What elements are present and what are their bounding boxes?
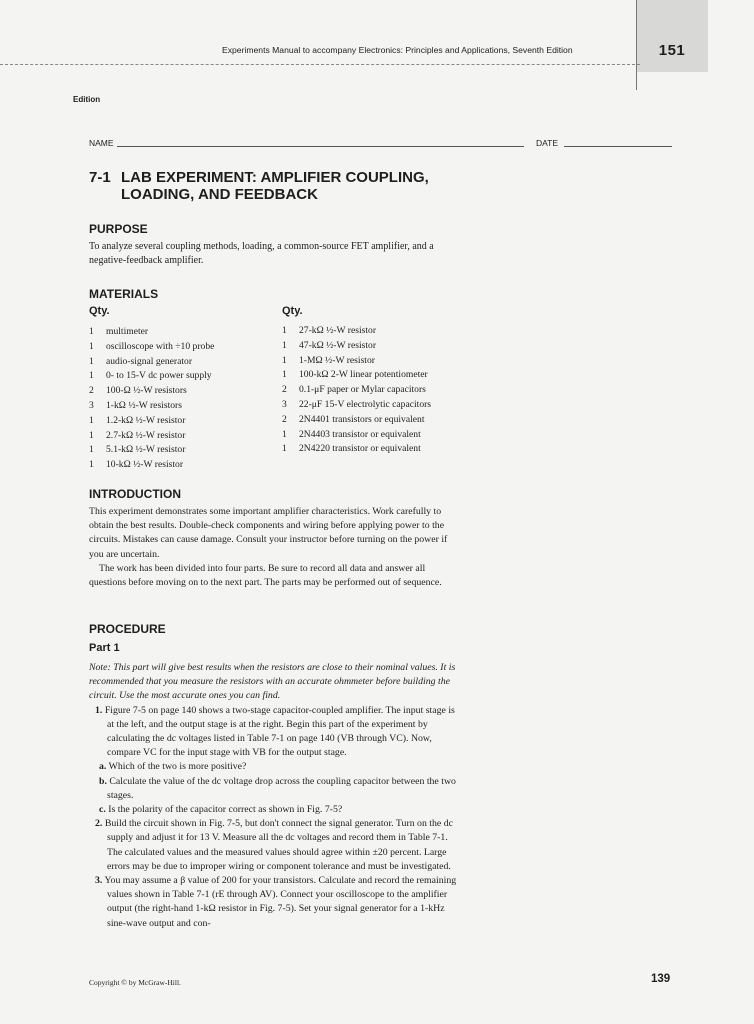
item-desc: audio-signal generator [106, 355, 193, 367]
substep-label: a. [99, 761, 107, 773]
step-3 [89, 874, 461, 931]
item-desc: 2N4220 transistor or equivalent [299, 443, 421, 455]
item-desc: 10-kΩ ½-W resistor [106, 459, 184, 471]
list-item [282, 413, 454, 428]
substep-label: c. [99, 804, 106, 816]
step-2 [89, 817, 461, 874]
item-qty: 3 [282, 398, 287, 410]
materials-list-left [89, 325, 279, 473]
name-line [117, 146, 524, 147]
item-qty: 1 [282, 354, 287, 366]
list-item [89, 443, 279, 458]
item-qty: 1 [89, 444, 94, 456]
intro-paragraph-2: The work has been divided into four parts. Be sure to record all data and answer all questions before moving on to the next part. The parts may be performed out of sequence. [89, 562, 442, 589]
item-desc: oscilloscope with ÷10 probe [106, 340, 215, 352]
experiment-title: LAB EXPERIMENT: AMPLIFIER COUPLING, LOADING, AND FEEDBACK [121, 169, 429, 203]
step-text: Build the circuit shown in Fig. 7-5, but don't connect the signal generator. Turn on the dc supply and adjust it for 13 V. Measure all the dc voltages and record them in Table 7-1. The calculated values and the measured values should agree within ±20 percent. Large errors may be due to improper wiring or component tolerance and must be investigated. [104, 818, 453, 872]
list-item [282, 354, 454, 369]
copyright: Copyright © by McGraw-Hill. [89, 978, 181, 987]
step-1 [89, 704, 461, 761]
step-1c [89, 803, 461, 817]
item-desc: 1.2-kΩ ½-W resistor [106, 414, 186, 426]
item-qty: 1 [282, 369, 287, 381]
item-desc: 2N4403 transistor or equivalent [299, 428, 421, 440]
step-number: 1. [95, 704, 103, 716]
step-1b [89, 775, 461, 803]
list-item [282, 324, 454, 339]
item-desc: 5.1-kΩ ½-W resistor [106, 444, 186, 456]
item-desc: 1-MΩ ½-W resistor [299, 354, 375, 366]
step-number: 3. [95, 875, 103, 887]
list-item [89, 325, 279, 340]
substep-label: b. [99, 775, 107, 787]
item-qty: 1 [282, 443, 287, 455]
list-item [282, 339, 454, 354]
item-desc: 0- to 15-V dc power supply [106, 370, 212, 382]
item-desc: 2N4401 transistors or equivalent [299, 413, 425, 425]
item-desc: 47-kΩ ½-W resistor [299, 339, 377, 351]
name-label: NAME [89, 138, 114, 148]
item-desc: 2.7-kΩ ½-W resistor [106, 429, 186, 441]
step-1a [89, 760, 461, 774]
date-label: DATE [536, 138, 559, 148]
part-heading: Part 1 [89, 642, 120, 654]
item-desc: multimeter [106, 326, 149, 337]
list-item [89, 414, 279, 429]
procedure-text [89, 661, 461, 931]
item-qty: 1 [89, 355, 94, 367]
intro-paragraph-1: This experiment demonstrates some important amplifier characteristics. Work carefully to obtain the best results. Double-check components and wiring before applying power to the circuits. Mistakes can cause damage. Consult your instructor before turning on the power if you are uncertain. [89, 506, 448, 560]
step-number: 2. [95, 818, 103, 830]
page-tab [636, 0, 708, 72]
list-item [89, 355, 279, 370]
item-desc: 27-kΩ ½-W resistor [299, 325, 377, 336]
list-item [89, 458, 279, 473]
qty-header-right: Qty. [282, 305, 303, 317]
substep-text: Is the polarity of the capacitor correct as shown in Fig. 7-5? [108, 804, 343, 816]
edition-label: Edition [73, 95, 101, 104]
item-desc: 100-Ω ½-W resistors [106, 385, 187, 397]
substep-text: Which of the two is more positive? [108, 761, 247, 773]
item-qty: 1 [89, 326, 94, 337]
item-qty: 1 [89, 414, 94, 426]
substep-text: Calculate the value of the dc voltage drop across the coupling capacitor between the two stages. [107, 775, 456, 801]
materials-list-right [282, 324, 454, 457]
item-qty: 1 [89, 459, 94, 471]
list-item [282, 368, 454, 383]
item-desc: 22-μF 15-V electrolytic capacitors [299, 398, 432, 410]
introduction-text [89, 505, 457, 590]
item-qty: 1 [282, 325, 287, 336]
procedure-note: Note: This part will give best results when the resistors are close to their nominal values. It is recommended that you measure the resistors with an accurate ohmmeter before building the circuit. Use the most accurate ones you can find. [89, 662, 456, 702]
item-qty: 1 [282, 428, 287, 440]
qty-header-left: Qty. [89, 305, 110, 317]
introduction-heading: INTRODUCTION [89, 487, 181, 501]
list-item [89, 399, 279, 414]
step-text: You may assume a β value of 200 for your transistors. Calculate and record the remaining values shown in Table 7-1 (rE through AV). Connect your oscilloscope to the amplifier output (the right-hand 1-kΩ resistor in Fig. 7-5). Set your signal generator for a 1-kHz sine-wave output and con- [104, 875, 457, 929]
item-qty: 2 [282, 413, 287, 425]
list-item [89, 429, 279, 444]
list-item [282, 383, 454, 398]
item-desc: 1-kΩ ½-W resistors [106, 399, 182, 411]
tab-page-number: 151 [658, 42, 686, 59]
running-head: Experiments Manual to accompany Electronics: Principles and Applications, Seventh Edition [222, 45, 573, 55]
purpose-heading: PURPOSE [89, 222, 148, 236]
item-qty: 2 [282, 384, 287, 396]
item-qty: 1 [89, 370, 94, 382]
step-text: Figure 7-5 on page 140 shows a two-stage capacitor-coupled amplifier. The input stage is at the left, and the output stage is at the right. Begin this part of the experiment by calculating the dc voltages listed in Table 7-1 on page 140 (VB through VC). Now, compare VC for the input stage with VB for the output stage. [104, 704, 455, 759]
item-qty: 1 [282, 339, 287, 351]
list-item [89, 384, 279, 399]
procedure-heading: PROCEDURE [89, 622, 166, 636]
list-item [282, 442, 454, 457]
item-desc: 0.1-μF paper or Mylar capacitors [299, 384, 426, 396]
item-qty: 1 [89, 429, 94, 441]
experiment-number: 7-1 [89, 169, 111, 186]
header-rule [0, 64, 640, 65]
list-item [282, 428, 454, 443]
date-line [564, 146, 672, 147]
list-item [89, 340, 279, 355]
item-desc: 100-kΩ 2-W linear potentiometer [299, 369, 428, 381]
purpose-text: To analyze several coupling methods, loading, a common-source FET amplifier, and a negative-feedback amplifier. [89, 241, 434, 266]
materials-heading: MATERIALS [89, 287, 159, 301]
item-qty: 1 [89, 340, 94, 352]
page-number: 139 [651, 973, 671, 985]
item-qty: 3 [89, 399, 94, 411]
list-item [282, 398, 454, 413]
list-item [89, 369, 279, 384]
item-qty: 2 [89, 385, 94, 397]
